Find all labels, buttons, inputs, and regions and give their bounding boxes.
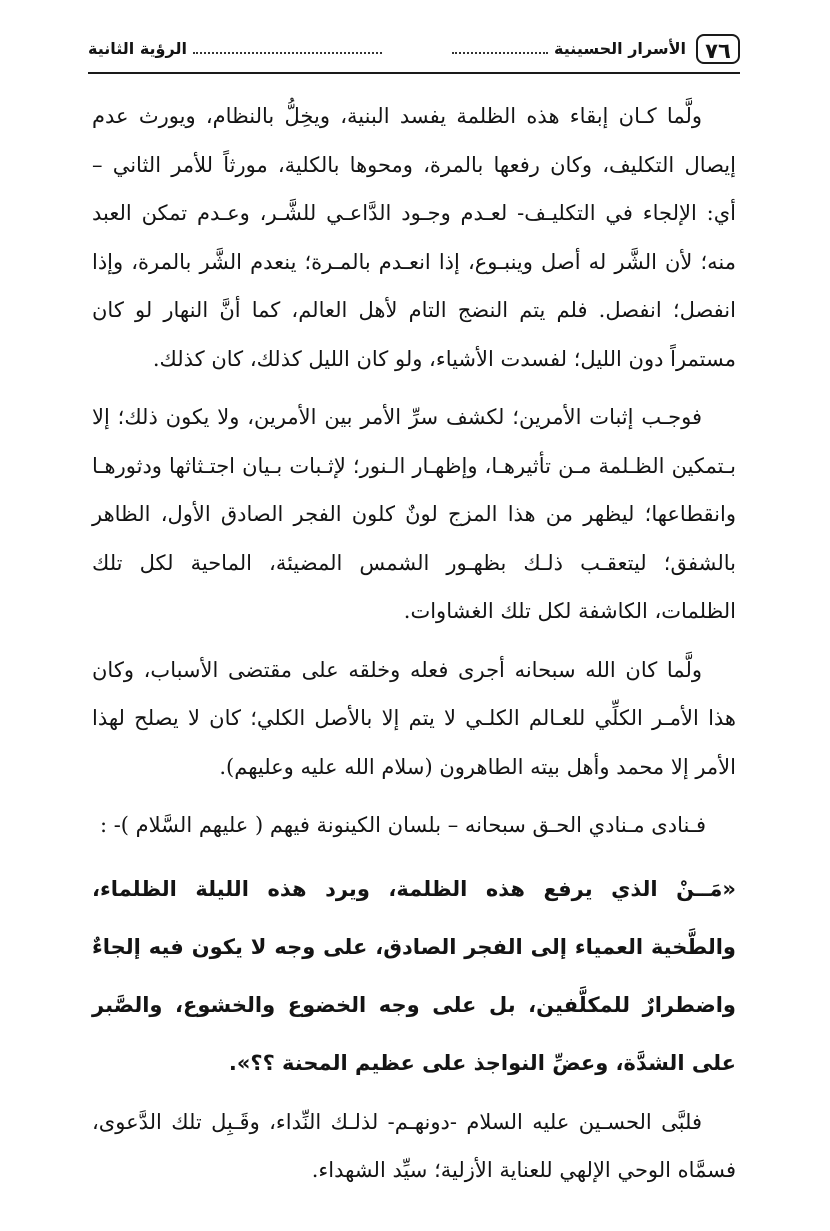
header-leader-dots	[452, 52, 548, 54]
paragraph-2: فوجـب إثبات الأمرين؛ لكشف سرِّ الأمر بين الأمرين، ولا يكون ذلك؛ إلا بـتمكين الظـلمة مـن تأثيرهـا، وإظهـار الـنور؛ لإثـبات بـيان اجتـثاثها ودثورهـا وانقطاعها؛ ليظهر من هذا المزج لونٌ كلون الفجر الصادق الأول، الظاهر بالشفق؛ ليتعقـب ذلـك بظهـور الشمس المضيئة، الماحية لكل تلك الظلمات، الكاشفة لكل تلك الغشاوات.	[92, 405, 736, 623]
quoted-call: «مَــنْ الذي يرفع هذه الظلمة، ويرد هذه الليلة الظلماء، والطَّخية العمياء إلى الفجر الصادق، على وجه لا يكون فيه إلجاءٌ واضطرارٌ للمكلَّفين، بل على وجه الخضوع والخشوع، والصَّبر على الشدَّة، وعضِّ النواجذ على عظيم المحنة ؟؟».	[92, 876, 736, 1075]
section-title	[88, 36, 388, 62]
running-header	[88, 32, 740, 72]
paragraph-1: ولَّما كـان إبقاء هذه الظلمة يفسد البنية، ويخِلُّ بالنظام، ويورث عدم إيصال التكليف، وكان رفعها بالمرة، ومحوها بالكلية، مورثاً للأمر الثاني – أي: الإلجاء في التكليـف- لعـدم وجـود الدَّاعـي للشَّـر، وعـدم تمكن العبد منه؛ لأن الشَّر له أصل وينبـوع، إذا انعـدم بالمـرة؛ ينعدم الشَّر بالمرة، وإذا انفصل؛ انفصل. فلم يتم النضج التام لأهل العالم، كما أنَّ النهار لو كان مستمراً دون الليل؛ لفسدت الأشياء، ولو كان الليل كذلك، كان كذلك.	[92, 104, 736, 371]
paragraph-3: ولَّما كان الله سبحانه أجرى فعله وخلقه على مقتضى الأسباب، وكان هذا الأمـر الكلِّي للعـالم الكلـي لا يتم إلا بالأصل الكلي؛ كان لا يصلح لهذا الأمر إلا محمد وأهل بيته الطاهرون (سلام الله عليه وعليهم).	[92, 657, 736, 779]
section-title-text: الرؤية الثانية	[88, 39, 187, 58]
body-text	[92, 92, 736, 1205]
header-rule	[88, 72, 740, 74]
book-title-text: الأسرار الحسينية	[554, 39, 686, 58]
page-number-box: ٧٦	[696, 34, 740, 64]
book-title	[446, 36, 686, 62]
paragraph-4: فـنادى مـنادي الحـق سبحانه – بلسان الكينونة فيهم ( عليهم السَّلام )- :	[99, 813, 706, 837]
section-leader-dots	[193, 52, 382, 54]
paragraph-6: فلبَّى الحسـين عليه السلام -دونهـم- لذلـك النِّداء، وقَـبِل تلك الدَّعوى، فسمَّاه الوحي الإلهي للعناية الأزلية؛ سيِّد الشهداء.	[92, 1109, 736, 1182]
